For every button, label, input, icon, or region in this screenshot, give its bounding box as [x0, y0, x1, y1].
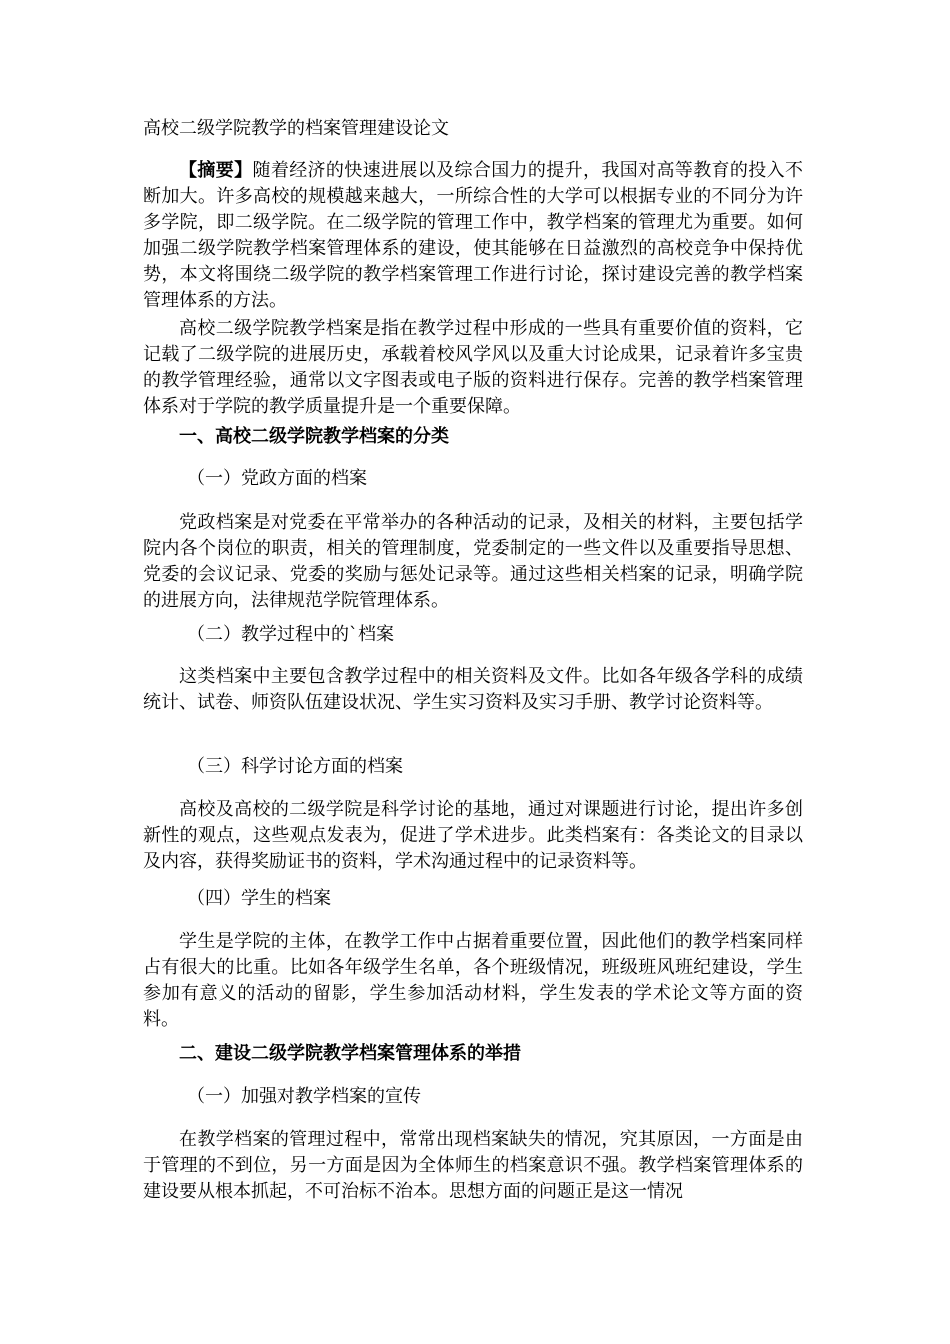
- abstract-text: 随着经济的快速进展以及综合国力的提升，我国对高等教育的投入不断加大。许多高校的规模越来越大，一所综合性的大学可以根据专业的不同分为许多学院，即二级学院。在二级学院的管理工作中，教学档案的管理尤为重要。如何加强二级学院教学档案管理体系的建设，使其能够在日益激烈的高校竞争中保持优势，本文将围绕二级学院的教学档案管理工作进行讨论，探讨建设完善的教学档案管理体系的方法。: [143, 160, 804, 311]
- section1-sub4-heading: （四）学生的档案: [187, 888, 331, 909]
- abstract-paragraph: [143, 158, 803, 314]
- section1-sub4-paragraph: 学生是学院的主体，在教学工作中占据着重要位置，因此他们的教学档案同样占有很大的比重。比如各年级学生名单，各个班级情况，班级班风班纪建设，学生参加有意义的活动的留影，学生参加活动材料，学生发表的学术论文等方面的资料。: [143, 931, 803, 1030]
- document-title: 高校二级学院教学的档案管理建设论文: [143, 118, 449, 139]
- intro-paragraph: 高校二级学院教学档案是指在教学过程中形成的一些具有重要价值的资料，它记载了二级学院的进展历史，承载着校风学风以及重大讨论成果，记录着许多宝贵的教学管理经验，通常以文字图表或电子版的资料进行保存。完善的教学档案管理体系对于学院的教学质量提升是一个重要保障。: [143, 318, 803, 417]
- section1-sub1-heading: （一）党政方面的档案: [187, 468, 367, 489]
- section1-sub3-paragraph: 高校及高校的二级学院是科学讨论的基地，通过对课题进行讨论，提出许多创新性的观点，这些观点发表为，促进了学术进步。此类档案有：各类论文的目录以及内容，获得奖励证书的资料，学术沟通过程中的记录资料等。: [143, 799, 803, 872]
- section2-heading: 二、建设二级学院教学档案管理体系的举措: [179, 1043, 521, 1064]
- section1-heading: 一、高校二级学院教学档案的分类: [179, 426, 449, 447]
- section1-sub2-heading: （二）教学过程中的`档案: [187, 624, 394, 645]
- section1-sub3-heading: （三）科学讨论方面的档案: [187, 756, 403, 777]
- section2-sub1-heading: （一）加强对教学档案的宣传: [187, 1086, 421, 1107]
- section1-sub1-paragraph: 党政档案是对党委在平常举办的各种活动的记录，及相关的材料，主要包括学院内各个岗位的职责，相关的管理制度，党委制定的一些文件以及重要指导思想、党委的会议记录、党委的奖励与惩处记录等。通过这些相关档案的记录，明确学院的进展方向，法律规范学院管理体系。: [143, 512, 803, 611]
- section2-sub1-paragraph: 在教学档案的管理过程中，常常出现档案缺失的情况，究其原因，一方面是由于管理的不到位，另一方面是因为全体师生的档案意识不强。教学档案管理体系的建设要从根本抓起，不可治标不治本。思想方面的问题正是这一情况: [143, 1129, 803, 1202]
- abstract-label: 【摘要】: [179, 160, 253, 181]
- section1-sub2-paragraph: 这类档案中主要包含教学过程中的相关资料及文件。比如各年级各学科的成绩统计、试卷、师资队伍建设状况、学生实习资料及实习手册、教学讨论资料等。: [143, 666, 803, 713]
